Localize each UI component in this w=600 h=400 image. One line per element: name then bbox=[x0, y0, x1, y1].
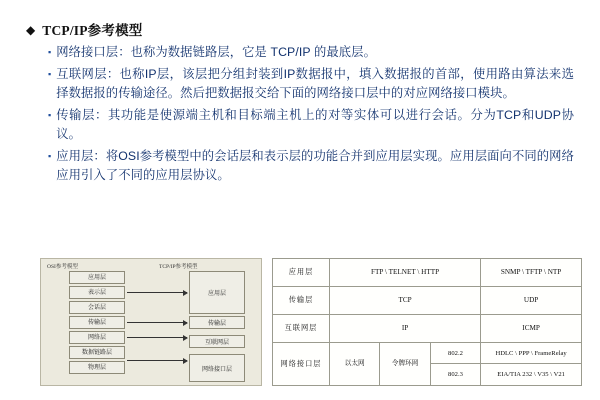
table-cell-standard: 802.3 bbox=[430, 364, 480, 386]
figure-area bbox=[40, 258, 582, 386]
table-cell-ethernet: 以太网 bbox=[330, 342, 380, 385]
tcpip-layer: 互联网层 bbox=[189, 335, 245, 348]
square-bullet-icon: ▪ bbox=[48, 110, 52, 120]
mapping-arrow-icon bbox=[127, 292, 187, 293]
list-item bbox=[48, 106, 574, 144]
list-item bbox=[48, 65, 574, 103]
bullet-list bbox=[48, 43, 574, 185]
tcpip-layer: 传输层 bbox=[189, 316, 245, 329]
tcpip-layer-stack bbox=[189, 271, 245, 382]
mapping-arrow-icon bbox=[127, 337, 187, 338]
list-item bbox=[48, 43, 574, 62]
square-bullet-icon: ▪ bbox=[48, 151, 52, 161]
tcpip-layer: 网络接口层 bbox=[189, 354, 245, 382]
bullet-text: 互联网层：也称IP层，该层把分组封装到IP数据报中，填入数据报的首部，使用路由算法来选择数据报的传输途径。然后把数据报交给下面的网络接口层中的对应网络接口模块。 bbox=[56, 67, 574, 100]
bullet-text: 传输层：其功能是使源端主机和目标端主机上的对等实体可以进行会话。分为TCP和UDP协议。 bbox=[56, 108, 574, 141]
square-bullet-icon: ▪ bbox=[48, 69, 52, 79]
table-cell-protocols: HDLC \ PPP \ FrameRelay bbox=[481, 342, 582, 364]
mapping-arrow-icon bbox=[127, 322, 187, 323]
table-row-label: 互联网层 bbox=[273, 314, 330, 342]
osi-layer: 应用层 bbox=[69, 271, 125, 284]
osi-tcpip-mapping-diagram bbox=[40, 258, 262, 386]
table-row bbox=[273, 259, 582, 287]
page-title bbox=[26, 22, 574, 39]
table-cell: ICMP bbox=[481, 314, 582, 342]
page-title-text: TCP/IP参考模型 bbox=[42, 23, 143, 38]
bullet-text: 网络接口层：也称为数据链路层，它是 TCP/IP 的最底层。 bbox=[56, 45, 376, 59]
protocol-table-wrapper bbox=[272, 258, 582, 386]
osi-layer: 物理层 bbox=[69, 361, 125, 374]
osi-layer-stack bbox=[69, 271, 125, 374]
table-cell-protocols: EIA/TIA 232 \ V35 \ V21 bbox=[481, 364, 582, 386]
tcpip-layer: 应用层 bbox=[189, 271, 245, 314]
table-cell: UDP bbox=[481, 286, 582, 314]
osi-layer: 传输层 bbox=[69, 316, 125, 329]
diamond-bullet-icon: ◆ bbox=[26, 23, 36, 37]
diagram-header-osi: OSI参考模型 bbox=[47, 264, 78, 270]
table-row bbox=[273, 342, 582, 364]
osi-layer: 会话层 bbox=[69, 301, 125, 314]
table-cell: TCP bbox=[330, 286, 481, 314]
table-cell-tokenring: 令牌环网 bbox=[380, 342, 430, 385]
osi-layer: 网络层 bbox=[69, 331, 125, 344]
osi-layer: 表示层 bbox=[69, 286, 125, 299]
square-bullet-icon: ▪ bbox=[48, 47, 52, 57]
table-cell: FTP \ TELNET \ HTTP bbox=[330, 259, 481, 287]
diagram-header-tcpip: TCP/IP参考模型 bbox=[159, 264, 198, 270]
table-cell-standard: 802.2 bbox=[430, 342, 480, 364]
table-cell: IP bbox=[330, 314, 481, 342]
table-cell: SNMP \ TFTP \ NTP bbox=[481, 259, 582, 287]
bullet-text: 应用层：将OSI参考模型中的会话层和表示层的功能合并到应用层实现。应用层面向不同的网络应用引入了不同的应用层协议。 bbox=[56, 149, 574, 182]
table-row-label: 传输层 bbox=[273, 286, 330, 314]
protocol-table bbox=[272, 258, 582, 386]
table-row-label: 应用层 bbox=[273, 259, 330, 287]
mapping-arrow-icon bbox=[127, 360, 187, 361]
table-row bbox=[273, 314, 582, 342]
table-row-label: 网络接口层 bbox=[273, 342, 330, 385]
osi-layer: 数据链路层 bbox=[69, 346, 125, 359]
list-item bbox=[48, 147, 574, 185]
table-row bbox=[273, 286, 582, 314]
